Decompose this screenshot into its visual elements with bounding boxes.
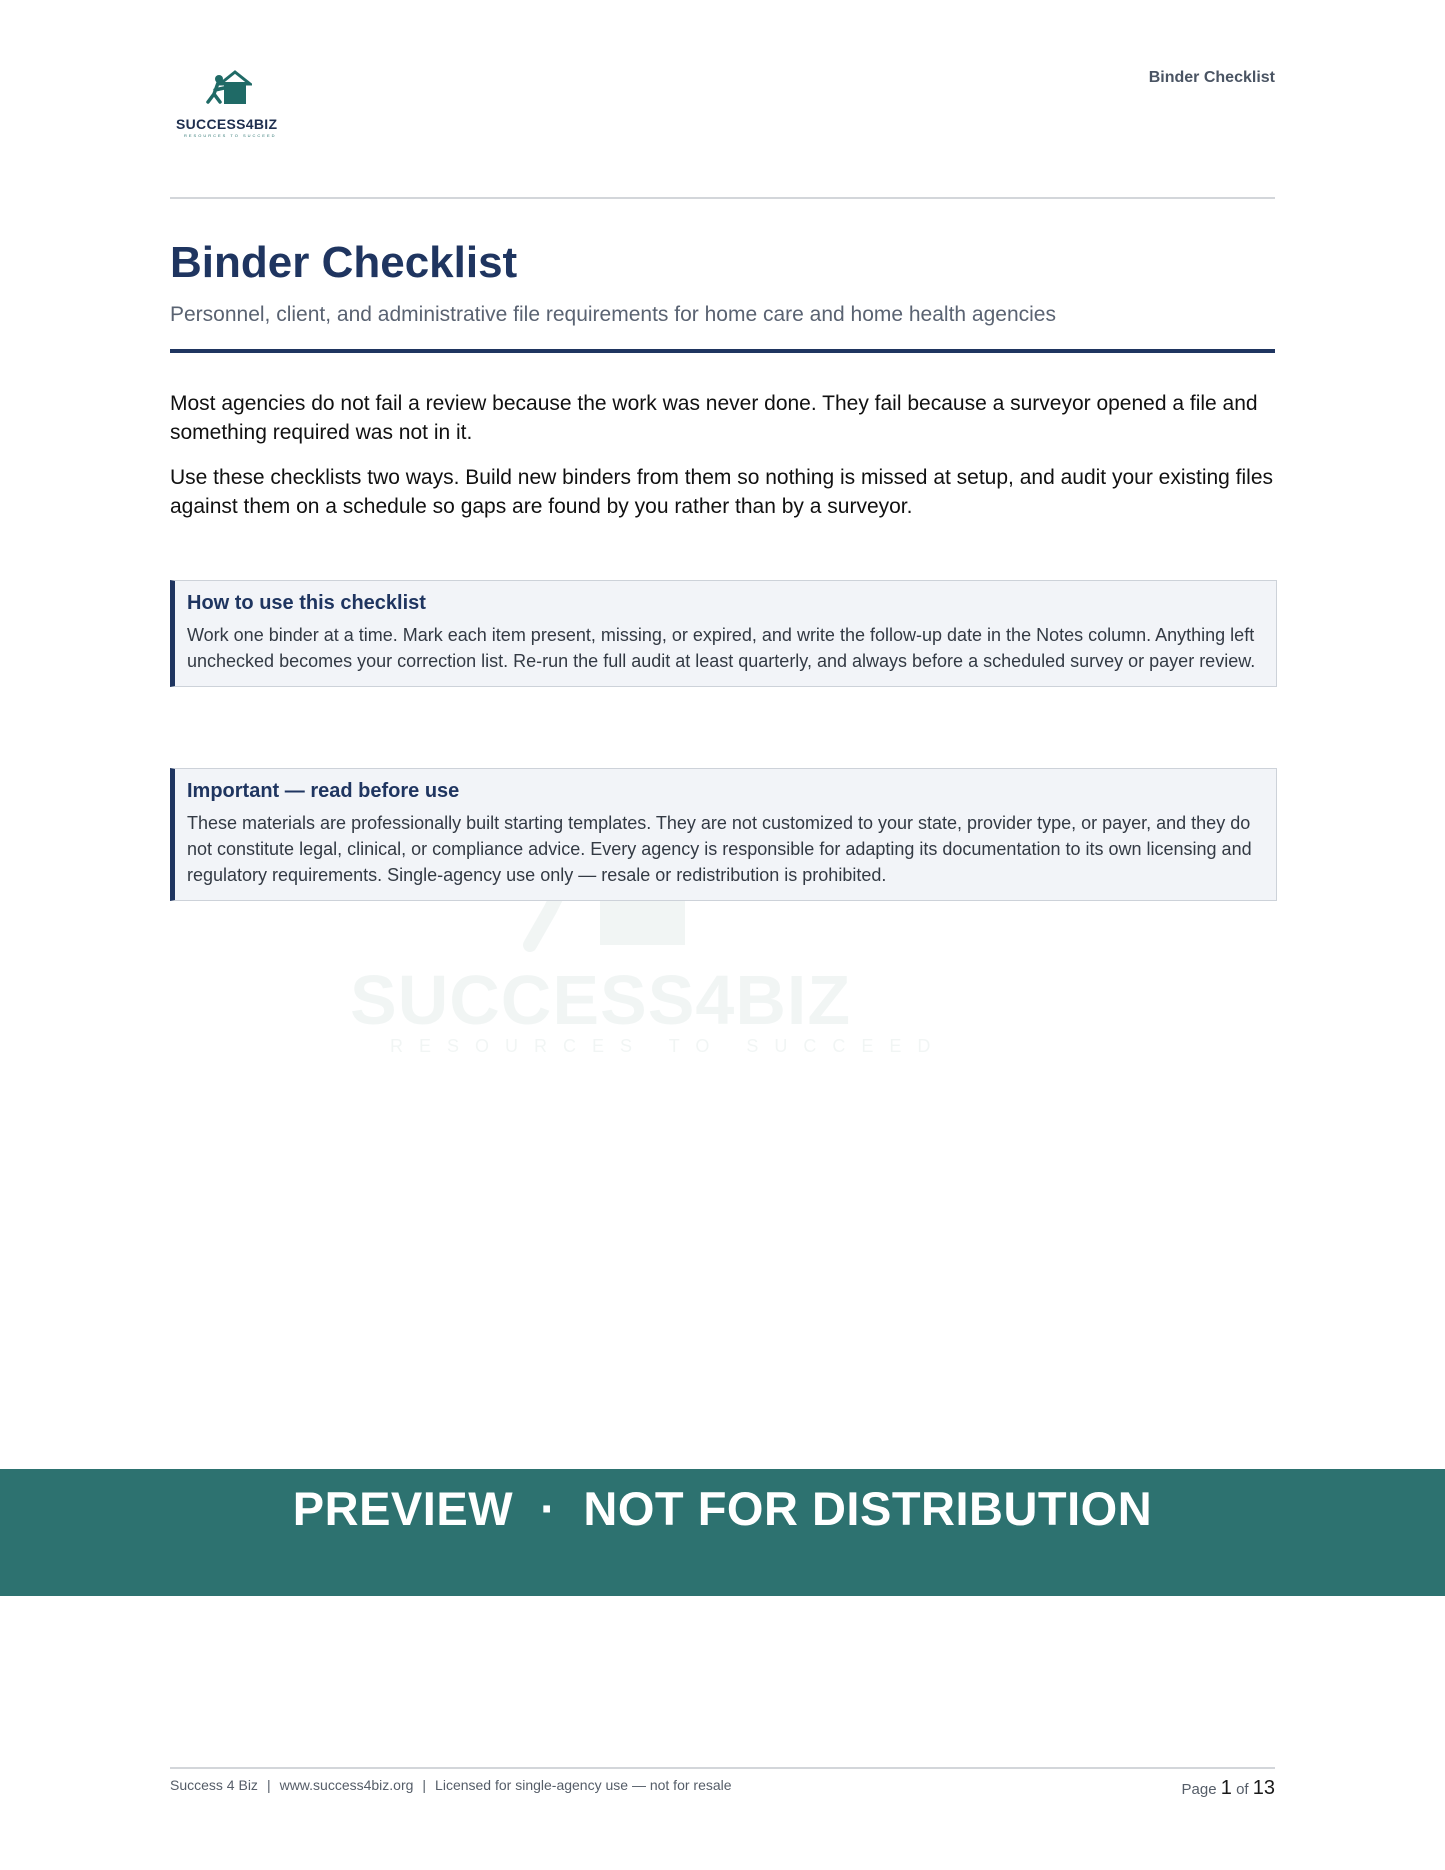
house-climber-logo-icon <box>204 70 252 116</box>
footer-license: Licensed for single-agency use — not for resale <box>435 1777 732 1793</box>
page-total: 13 <box>1252 1777 1275 1799</box>
page-label: Page <box>1181 1781 1217 1798</box>
footer-company: Success 4 Biz <box>170 1777 258 1793</box>
title-divider <box>170 349 1275 353</box>
intro-paragraph: Use these checklists two ways. Build new binders from them so nothing is missed at setup, and audit your existing files against them on a schedule so gaps are found by you rather than by a surveyor. <box>170 466 1274 518</box>
footer-website-link[interactable]: www.success4biz.org <box>279 1777 414 1793</box>
intro-paragraph: Most agencies do not fail a review because the work was never done. They fail because a surveyor opened a file and something required was not in it. <box>170 392 1258 444</box>
page-subtitle: Personnel, client, and administrative file requirements for home care and home health agencies <box>170 303 1056 326</box>
callout-body: These materials are professionally built starting templates. They are not customized to your state, provider type, or payer, and they do not constitute legal, clinical, or compliance advice. Every agency is responsible for adapting its documentation to its own licensing and regulatory requirements. Single-agency use only — resale or redistribution is prohibited. <box>187 813 1252 885</box>
page-current: 1 <box>1220 1777 1232 1799</box>
footer-info: Success 4 Biz | www.success4biz.org | Licensed for single-agency use — not for resale <box>170 1777 732 1793</box>
company-logo <box>174 70 284 140</box>
running-header-title: Binder Checklist <box>1148 69 1275 86</box>
callout-body: Work one binder at a time. Mark each item present, missing, or expired, and write the follow-up date in the Notes column. Anything left unchecked becomes your correction list. Re-run the full audit at least quarterly, and always before a scheduled survey or payer review. <box>187 625 1256 671</box>
important-notice-callout <box>170 768 1277 901</box>
page-title: Binder Checklist <box>170 238 518 287</box>
page-of: of <box>1236 1781 1249 1798</box>
watermark <box>350 880 947 1060</box>
intro-section <box>170 389 1275 537</box>
preview-banner-text: PREVIEW · NOT FOR DISTRIBUTION <box>292 1482 1153 1535</box>
preview-banner <box>0 1469 1445 1596</box>
watermark-wordmark: SUCCESS4BIZ <box>350 961 852 1039</box>
callout-heading: Important — read before use <box>187 780 460 802</box>
logo-wordmark: SUCCESS4BIZ <box>176 116 278 132</box>
logo-tagline: RESOURCES TO SUCCEED <box>184 133 277 138</box>
page-number <box>1182 1777 1275 1800</box>
watermark-tagline: RESOURCES TO SUCCEED <box>390 1036 947 1056</box>
how-to-use-callout <box>170 580 1277 687</box>
callout-heading: How to use this checklist <box>187 592 426 614</box>
header-divider <box>170 197 1275 199</box>
footer-divider <box>170 1767 1275 1769</box>
